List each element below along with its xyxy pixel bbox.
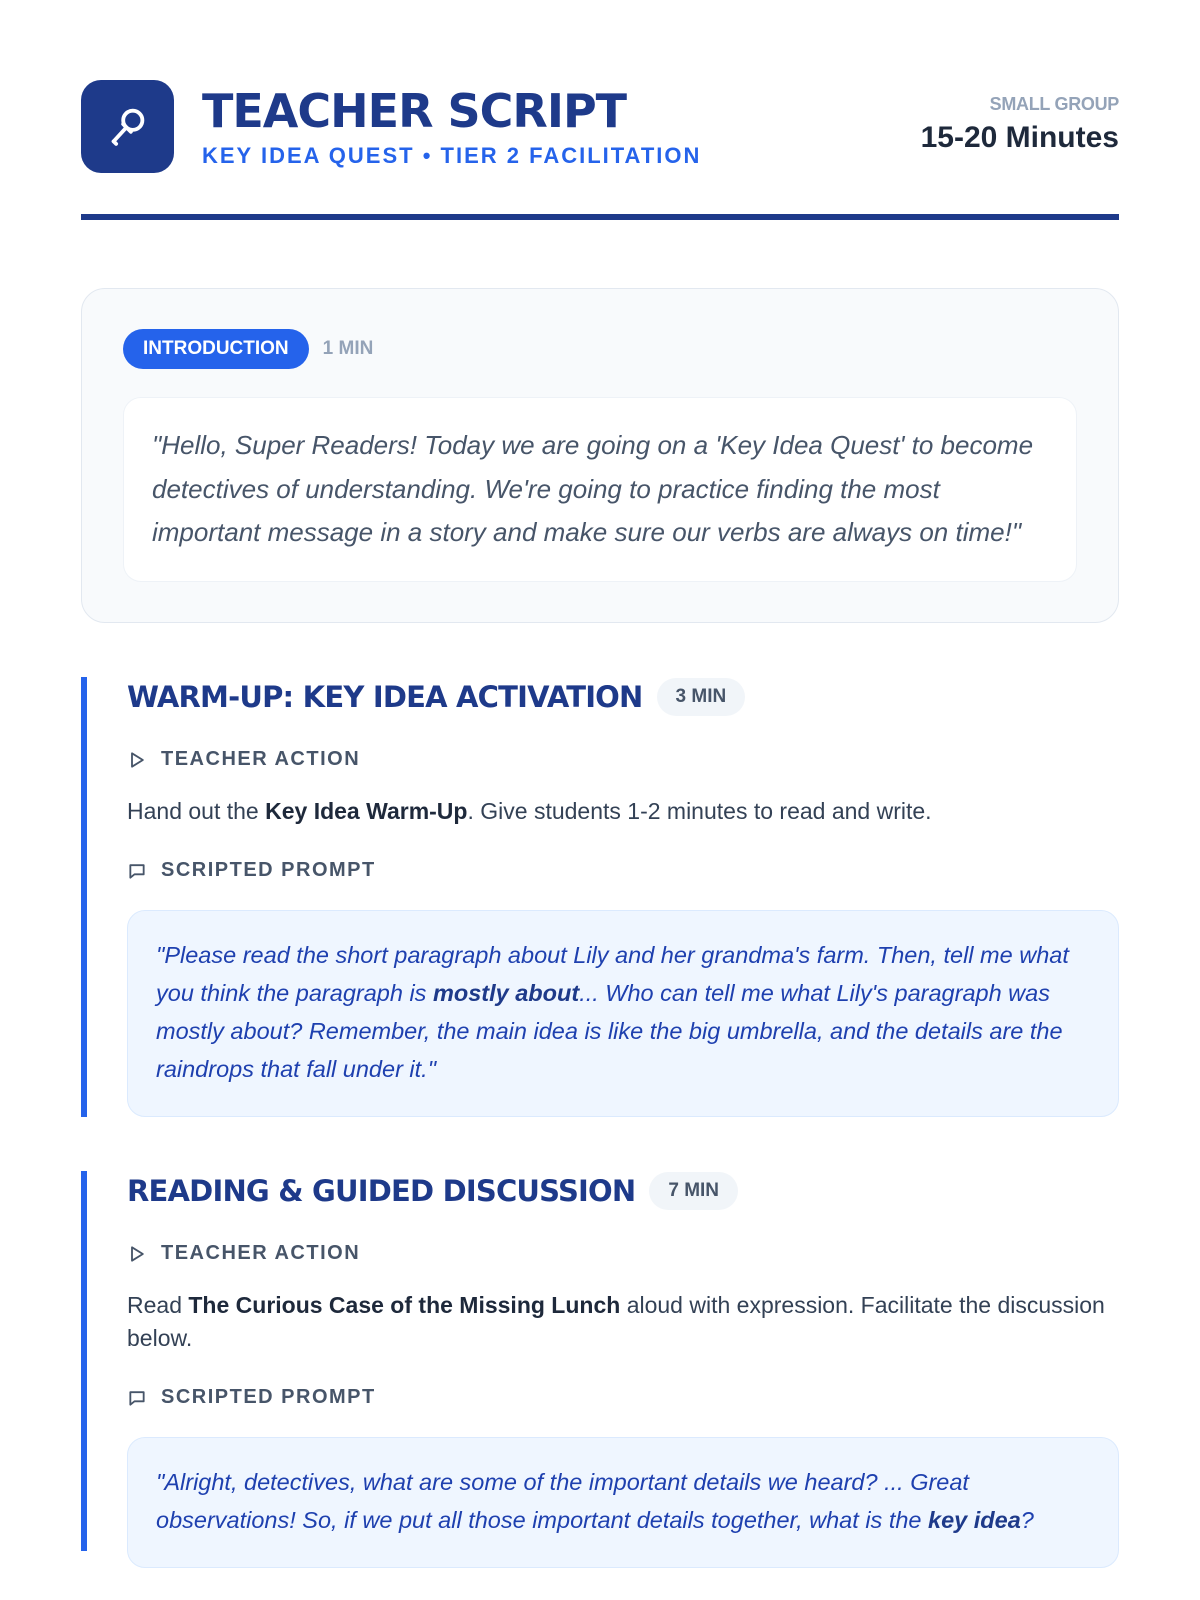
section-header (127, 677, 1119, 717)
label-text: SCRIPTED PROMPT (161, 1386, 376, 1408)
section-title: WARM-UP: KEY IDEA ACTIVATION (127, 679, 643, 714)
introduction-meta (123, 329, 1077, 369)
prompt-text-bold: mostly about (432, 979, 580, 1006)
group-format-label: SMALL GROUP (989, 94, 1119, 114)
page-subtitle: KEY IDEA QUEST • TIER 2 FACILITATION (202, 142, 702, 168)
scripted-prompt-label (127, 858, 1119, 884)
play-icon (127, 750, 147, 770)
section-time-badge: 7 MIN (649, 1172, 738, 1210)
section-time-badge: 3 MIN (657, 678, 746, 716)
header-left (81, 80, 701, 173)
section-warm-up (81, 677, 1119, 1117)
action-text-part: Hand out the (127, 797, 266, 824)
label-text: TEACHER ACTION (161, 1242, 361, 1264)
title-block (202, 85, 701, 169)
teacher-action-text (127, 795, 1119, 828)
section-title: READING & GUIDED DISCUSSION (127, 1173, 636, 1208)
page-header (81, 80, 1119, 176)
teacher-action-text (127, 1289, 1119, 1355)
action-text-bold: The Curious Case of the Missing Lunch (188, 1291, 621, 1318)
prompt-text-part: "Alright, detectives, what are some of the important details we heard? ... Great observations! So, if we put all those important details together, what is the (156, 1468, 969, 1533)
prompt-text-part: "Please read the short paragraph about Lily and her grandma's farm. Then, tell me what you think the paragraph is (156, 941, 1069, 1006)
header-divider (81, 214, 1119, 220)
microphone-icon (81, 80, 174, 173)
section-header (127, 1171, 1119, 1211)
action-text-part: aloud with expression. Facilitate the discussion below. (127, 1291, 1105, 1351)
teacher-action-label (127, 747, 1119, 773)
prompt-text-part: ... Who can tell me what Lily's paragraph was mostly about? Remember, the main idea is like the big umbrella, and the details are the raindrops that fall under it." (156, 979, 1063, 1082)
action-text-bold: Key Idea Warm-Up (265, 797, 468, 824)
scripted-prompt-box (127, 1437, 1119, 1568)
action-text-part: . Give students 1-2 minutes to read and write. (467, 797, 932, 824)
introduction-card (81, 288, 1119, 623)
scripted-prompt-label (127, 1385, 1119, 1411)
action-text-part: Read (127, 1291, 189, 1318)
label-text: SCRIPTED PROMPT (161, 859, 376, 881)
introduction-quote: "Hello, Super Readers! Today we are going on a 'Key Idea Quest' to become detectives of understanding. We're going to practice finding the most important message in a story and make sure our verbs are always on time!" (123, 397, 1077, 582)
speech-bubble-icon (127, 1388, 147, 1408)
introduction-tag: INTRODUCTION (123, 329, 309, 369)
label-text: TEACHER ACTION (161, 748, 361, 770)
teacher-action-label (127, 1241, 1119, 1267)
play-icon (127, 1244, 147, 1264)
introduction-time: 1 MIN (322, 338, 374, 359)
session-duration: 15-20 Minutes (920, 121, 1119, 154)
scripted-prompt-box (127, 910, 1119, 1117)
section-reading-discussion (81, 1171, 1119, 1551)
session-info (921, 80, 1119, 155)
prompt-text-part: ? (1020, 1506, 1034, 1533)
prompt-text-bold: key idea (928, 1506, 1021, 1533)
speech-bubble-icon (127, 861, 147, 881)
page-title: TEACHER SCRIPT (202, 83, 627, 138)
